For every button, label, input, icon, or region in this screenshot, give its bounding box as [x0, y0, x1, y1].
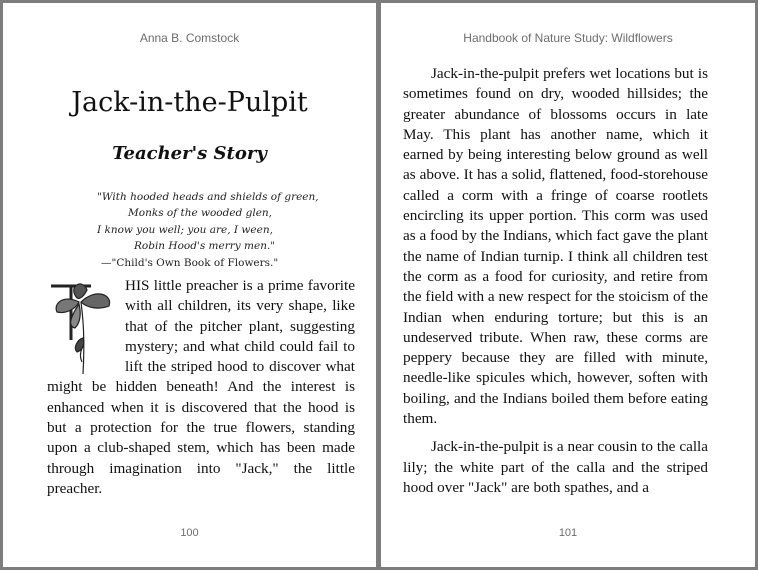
- body-text: [47, 276, 355, 499]
- epigraph-line: "With hooded heads and shields of green,: [97, 191, 319, 203]
- body-text: [403, 64, 708, 498]
- epigraph-line: I know you well; you are, I ween,: [97, 223, 273, 236]
- drop-cap-t-plant-illustration: [47, 278, 119, 377]
- running-head-book-title: Handbook of Nature Study: Wildflowers: [463, 31, 673, 45]
- body-paragraph: HIS little preacher is a prime favorite with all children, its very shape, like that of the pitcher plant, suggesting mystery; and what child could fail to lift the striped hood to discover what might be hidden beneath! And the interest is enhanced when it is discovered that the hood is but a protection for the true flowers, standing upon a club-shaped stem, which has been made through imagination into "Jack," the little preacher.: [47, 277, 355, 497]
- body-paragraph: Jack-in-the-pulpit is a near cousin to the calla lily; the white part of the calla and the striped hood over "Jack" are both spathes, and a: [403, 438, 708, 496]
- chapter-title: Jack-in-the-Pulpit: [71, 87, 308, 118]
- epigraph: [97, 189, 367, 271]
- epigraph-line: Robin Hood's merry men.": [134, 240, 276, 253]
- chapter-subtitle: Teacher's Story: [112, 143, 267, 164]
- epigraph-line: Monks of the wooded glen,: [128, 207, 273, 220]
- page-number-right: 101: [558, 527, 578, 539]
- right-page: [381, 3, 755, 567]
- left-page: [3, 3, 376, 567]
- running-head-author: Anna B. Comstock: [139, 31, 240, 45]
- epigraph-citation: —"Child's Own Book of Flowers.": [101, 256, 279, 269]
- body-paragraph: Jack-in-the-pulpit prefers wet locations but is sometimes found on dry, wooded hillsides; the greater abundance of blossoms occurs in late May. This plant has another name, which it earned by being interesting below ground as well as above. It has a solid, flattened, food-storehouse called a corm with a fringe of coarse rootlets encircling its upper portion. This corm was used as a food by the Indians, which fact gave the plant the name of Indian turnip. I think all children test the corm as a food for curiosity, and retire from the field with a new respect for the stoicism of the Indian when enduring torture; but this is an undeserved tribute. When raw, these corms are peppery because they are filled with minute, needle-like spicules which, however, soften with boiling, and the Indians boiled them before eating them.: [403, 65, 708, 428]
- page-number-left: 100: [180, 527, 199, 539]
